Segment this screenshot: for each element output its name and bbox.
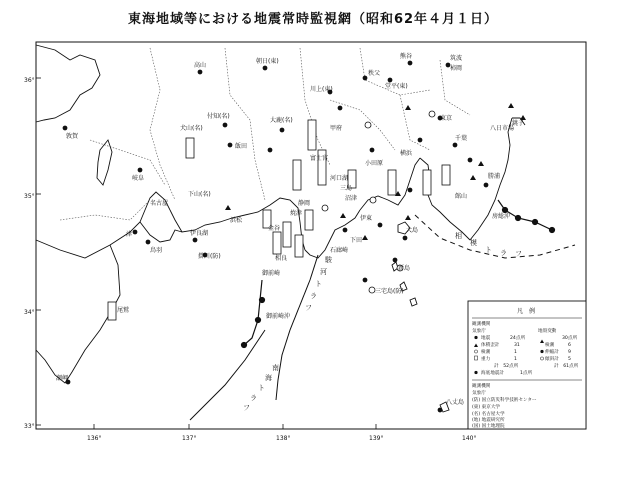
legend-org2: (防) 国立防災科学技術センター: [472, 398, 537, 403]
legend-extens-count: 9: [568, 350, 571, 355]
offshore-label: 房総沖: [492, 213, 511, 220]
cable-node: [550, 228, 555, 233]
station-label-kakioka: 柿岡: [450, 65, 463, 72]
lon-label-136: 136°: [87, 435, 102, 442]
station-label-gifu: 岐阜: [132, 175, 145, 182]
station-dot: [193, 238, 197, 242]
svg-text:フ: フ: [515, 250, 522, 258]
station-box: [273, 232, 281, 254]
station-box: [293, 160, 301, 190]
station-dot: [363, 76, 367, 80]
station-label-hachijo: 八丈島: [446, 399, 465, 406]
station-label-kofu: 甲府: [330, 125, 343, 132]
station-dot: [343, 228, 347, 232]
station-label-miyake: 三宅島(防): [375, 288, 404, 295]
station-label-omaezaki: 御前崎: [262, 270, 281, 277]
tilt-marker: [478, 161, 484, 166]
station-label-odawara: 小田原: [365, 160, 384, 167]
station-box: [295, 235, 303, 257]
station-label-yaizu: 焼津: [290, 210, 303, 217]
station-label-owase: 尾鷲: [117, 307, 130, 314]
station-label-kanaya: 金谷: [268, 225, 281, 232]
lon-label-139: 139°: [369, 435, 384, 442]
legend-total-a: 計 52点所: [494, 364, 519, 369]
station-label-kawaguchi: 河口湖: [330, 175, 349, 182]
station-label-niijima: 新島: [398, 265, 411, 272]
legend-tilt-count: 30点所: [562, 336, 578, 341]
coastline: [36, 45, 525, 412]
gravity-marker: [365, 122, 371, 128]
tilt-marker: [340, 213, 346, 218]
svg-text:ラ: ラ: [500, 249, 507, 257]
station-dot: [223, 123, 227, 127]
legend-tilt: 地殻変動: [538, 329, 557, 334]
station-label-oshima: 大島: [406, 227, 419, 234]
legend-jma: 気象庁: [472, 329, 486, 334]
station-label-iida: 飯田: [235, 143, 248, 150]
lat-label-34: 34°: [24, 309, 35, 316]
station-label-yokohama: 横浜: [400, 150, 413, 157]
legend-cable-count: 1点所: [520, 371, 533, 376]
svg-text:ト: ト: [315, 280, 322, 288]
station-label-irago: 伊良湖: [190, 230, 209, 237]
legend-org6: (国) 国土地理院: [472, 424, 505, 429]
legend-tide-count: 1: [514, 350, 517, 355]
station-dot: [146, 240, 150, 244]
svg-text:南: 南: [272, 364, 279, 372]
station-label-tsuke: 付知(名): [207, 113, 230, 120]
svg-text:ト: ト: [258, 384, 265, 392]
station-dot: [63, 126, 67, 130]
legend-org5: (地) 地震研究所: [472, 418, 505, 423]
frame-ticks: [36, 78, 469, 429]
svg-text:海: 海: [265, 374, 272, 382]
station-box: [388, 170, 396, 195]
station-label-tateyama: 館山: [455, 193, 468, 200]
legend-section2-head: 観測機関: [472, 384, 491, 389]
tilt-marker: [225, 205, 231, 210]
station-dot: [228, 143, 232, 147]
nankai-trough-line: [190, 330, 265, 420]
station-dot: [338, 106, 342, 110]
legend-extens: 伸縮計: [545, 350, 559, 355]
station-label-tokyo: 東京: [440, 115, 453, 122]
legend-gravity-count: 1: [514, 357, 517, 362]
prefecture-boundaries: [60, 48, 470, 220]
station-dot: [363, 278, 367, 282]
station-dot: [393, 258, 397, 262]
station-dot: [453, 143, 457, 147]
legend-tide: 検潮: [481, 350, 491, 355]
station-label-hamamatsu: 浜松: [230, 217, 243, 224]
station-dot: [408, 188, 412, 192]
cable-node: [516, 216, 521, 221]
offshore-label: 御前崎沖: [266, 313, 291, 320]
legend-water-count: 6: [568, 343, 571, 348]
legend-total-b: 計 61点所: [554, 364, 579, 369]
station-label-asahi: 朝日(東): [256, 58, 279, 65]
gravity-marker: [322, 205, 328, 211]
station-dot: [418, 138, 422, 142]
station-label-fujinomiya: 富士宮: [310, 155, 329, 162]
station-label-dohira: 堂平(東): [385, 83, 408, 90]
lat-label-33: 33°: [24, 423, 35, 430]
tilt-marker: [508, 103, 514, 108]
lon-label-137: 137°: [182, 435, 197, 442]
station-label-toba: 鳥羽: [150, 247, 163, 254]
cable-node: [503, 208, 508, 213]
station-dot: [403, 236, 407, 240]
station-label-katsuura: 勝浦: [488, 173, 501, 180]
station-label-shimoda: 下田: [350, 237, 363, 244]
cable-node: [260, 298, 265, 303]
station-dot: [280, 128, 284, 132]
lat-label-35: 35°: [24, 193, 35, 200]
legend-org3: (東) 東京大学: [472, 405, 501, 410]
station-box: [283, 222, 291, 247]
station-dot: [468, 158, 472, 162]
legend-strain-count: 31: [514, 343, 520, 348]
station-label-takayama: 高山: [194, 62, 207, 69]
station-dot: [408, 61, 412, 65]
station-dot: [138, 168, 142, 172]
station-dot: [268, 148, 272, 152]
station-dot: [388, 78, 392, 82]
station-label-yokaichiba: 八日市場: [490, 125, 515, 132]
map-title: 東海地域等における地震常時監視網（昭和62年４月１日）: [127, 12, 499, 27]
station-label-tsukuba: 筑波: [450, 55, 463, 62]
tilt-marker: [470, 175, 476, 180]
station-label-chichibu: 秩父: [368, 70, 381, 77]
suruga-trough-label: [305, 255, 333, 312]
station-label-numazu: 沼津: [345, 195, 358, 202]
station-label-shionomisaki: 潮岬: [56, 375, 69, 382]
station-label-inuyama: 犬山(名): [180, 125, 203, 132]
station-label-nagoya: 名古屋: [150, 200, 169, 207]
station-label-chiba: 千葉: [455, 135, 468, 142]
legend-org4: (名) 名古屋大学: [472, 412, 505, 417]
omaezaki-cable: [244, 280, 262, 345]
station-dot: [370, 148, 374, 152]
tilt-marker: [405, 215, 411, 220]
station-box: [186, 138, 194, 158]
legend-strain: 体積歪計: [481, 343, 500, 348]
station-dot: [484, 183, 488, 187]
station-label-tsu: 津: [126, 231, 133, 238]
cable-node: [242, 343, 247, 348]
legend-org1: 気象庁: [472, 391, 486, 396]
svg-text:河: 河: [320, 268, 327, 276]
suruga-trough-line: [276, 255, 318, 400]
station-box: [442, 165, 450, 185]
svg-text:模: 模: [470, 239, 477, 247]
station-label-choshi: 銚子: [512, 120, 525, 127]
tilt-marker: [362, 235, 368, 240]
svg-text:駿: 駿: [325, 256, 332, 264]
lon-label-140: 140°: [462, 435, 477, 442]
lon-label-138: 138°: [276, 435, 291, 442]
station-dot: [438, 408, 442, 412]
legend-water: 検潮: [545, 343, 555, 348]
legend-section-head: 観測機関: [472, 322, 491, 327]
svg-text:ラ: ラ: [250, 394, 257, 402]
station-dot: [378, 223, 382, 227]
station-label-kumagaya: 熊谷: [400, 53, 413, 60]
tilt-marker: [405, 105, 411, 110]
station-label-shimoyama: 下山(名): [188, 191, 211, 198]
legend-gravity: 重力: [481, 357, 491, 362]
nankai-trough-label: [243, 363, 279, 412]
legend-title: 凡 例: [517, 308, 536, 315]
svg-text:ラ: ラ: [310, 292, 317, 300]
station-open-circles: [322, 111, 435, 293]
station-box: [108, 302, 116, 320]
svg-text:ト: ト: [485, 246, 492, 254]
station-label-irouzaki: 石廊崎: [330, 247, 349, 254]
station-box: [308, 120, 316, 150]
legend-obs-count: 5: [568, 357, 571, 362]
station-label-shizuoka: 静岡: [298, 200, 311, 207]
gravity-marker: [429, 111, 435, 117]
station-dot: [133, 230, 137, 234]
cable-node: [256, 318, 261, 323]
station-dot: [198, 70, 202, 74]
cable-node: [533, 220, 538, 225]
svg-text:フ: フ: [305, 304, 312, 312]
lat-label-36: 36°: [24, 77, 35, 84]
station-label-fukui: 敦賀: [66, 133, 79, 140]
legend: [468, 301, 586, 429]
legend-seismo: 地震: [481, 336, 491, 341]
station-box: [305, 210, 313, 230]
station-label-kakegawa: 掛川(防): [198, 253, 221, 260]
station-box: [423, 170, 431, 195]
svg-text:相: 相: [455, 232, 462, 240]
legend-obs: 傾斜計: [545, 357, 559, 362]
gravity-marker: [370, 197, 376, 203]
station-label-sagara: 相良: [275, 255, 288, 262]
legend-seismo-count: 24点所: [510, 336, 526, 341]
station-dot: [263, 66, 267, 70]
svg-text:フ: フ: [243, 404, 250, 412]
sagami-trough-line: [415, 215, 575, 258]
legend-cable: 海底地震計: [481, 371, 504, 376]
station-label-ito: 伊東: [360, 215, 373, 222]
station-label-ohata: 大鹿(名): [270, 117, 293, 124]
station-label-kawakami: 川上(東): [310, 86, 333, 93]
station-label-mishima: 三島: [340, 185, 353, 192]
